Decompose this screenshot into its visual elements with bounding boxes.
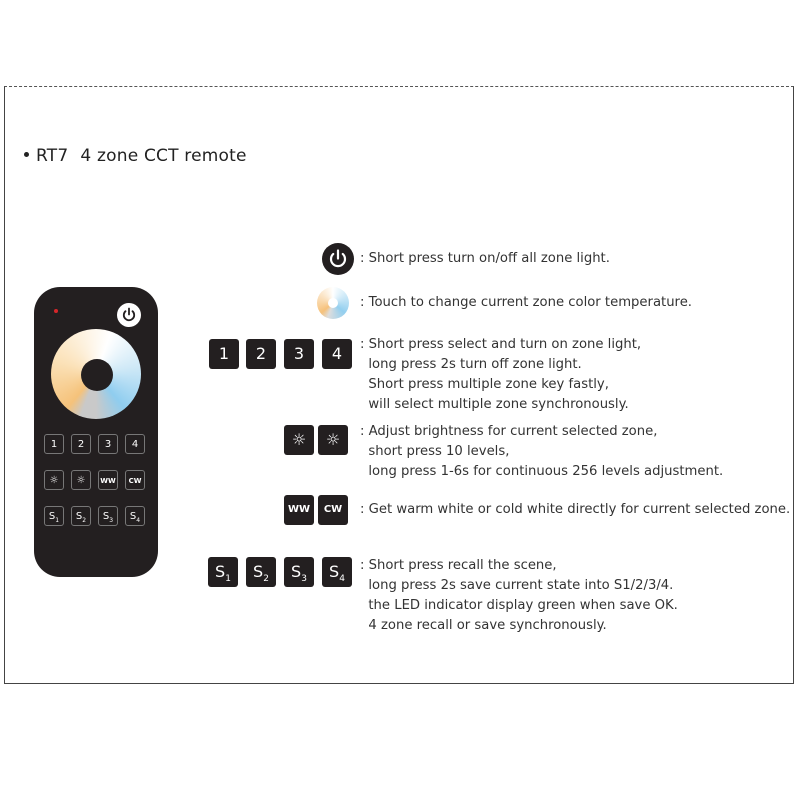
zone-description-4: will select multiple zone synchronously. (360, 397, 629, 412)
scene-key-1: $S_1$ (208, 557, 238, 587)
zone-key-3: 3 (284, 339, 314, 369)
power-icon (322, 243, 354, 275)
scene-description-2: long press 2s save current state into S1/2/3/4. (360, 578, 674, 593)
scene-key-2: $S_2$ (246, 557, 276, 587)
color-wheel-description: : Touch to change current zone color temperature. (360, 295, 692, 310)
remote-key-2: 2 (71, 434, 91, 454)
brightness-description-1: : Adjust brightness for current selected zone, (360, 424, 658, 439)
zone-description-1: : Short press select and turn on zone light, (360, 337, 642, 352)
remote-scene-key-4: $S_4$ (125, 506, 145, 526)
zone-description-3: Short press multiple zone key fastly, (360, 377, 609, 392)
scene-description-3: the LED indicator display green when save OK. (360, 598, 678, 613)
remote-power-icon (117, 303, 141, 327)
power-description: : Short press turn on/off all zone light. (360, 251, 610, 266)
scene-key-3: $S_3$ (284, 557, 314, 587)
section-title (24, 146, 247, 166)
remote-scene-key-1: $S_1$ (44, 506, 64, 526)
scene-description-4: 4 zone recall or save synchronously. (360, 618, 607, 633)
zone-key-4: 4 (322, 339, 352, 369)
zone-key-2: 2 (246, 339, 276, 369)
ww-key: WW (284, 495, 314, 525)
remote-brightness-up-key: ☼ (71, 470, 91, 490)
remote-brightness-down-key: ☼ (44, 470, 64, 490)
white-description: : Get warm white or cold white directly for current selected zone. (360, 502, 791, 517)
model-name: RT7 (36, 146, 69, 166)
led-indicator (54, 309, 58, 313)
color-wheel-icon (317, 287, 349, 319)
zone-key-1: 1 (209, 339, 239, 369)
zone-description-2: long press 2s turn off zone light. (360, 357, 582, 372)
brightness-down-key: ☼ (284, 425, 314, 455)
remote-cw-key: CW (125, 470, 145, 490)
remote-key-3: 3 (98, 434, 118, 454)
scene-key-4: $S_4$ (322, 557, 352, 587)
remote-color-wheel (51, 329, 141, 419)
remote-illustration (34, 287, 158, 577)
remote-key-4: 4 (125, 434, 145, 454)
remote-key-1: 1 (44, 434, 64, 454)
brightness-description-2: short press 10 levels, (360, 444, 510, 459)
product-name: 4 zone CCT remote (80, 146, 247, 166)
cw-key: CW (318, 495, 348, 525)
brightness-up-key: ☼ (318, 425, 348, 455)
bullet-icon (24, 152, 29, 157)
scene-description-1: : Short press recall the scene, (360, 558, 557, 573)
remote-scene-key-2: $S_2$ (71, 506, 91, 526)
remote-ww-key: WW (98, 470, 118, 490)
brightness-description-3: long press 1-6s for continuous 256 levels adjustment. (360, 464, 724, 479)
remote-scene-key-3: $S_3$ (98, 506, 118, 526)
